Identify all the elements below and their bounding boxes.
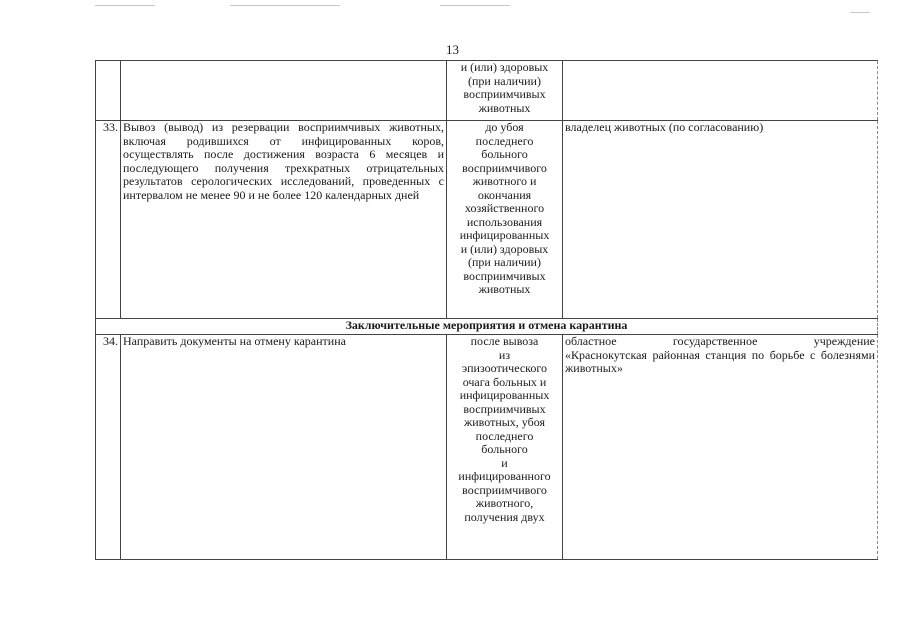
responsible-line: областное государственное учреждение <box>565 334 875 348</box>
term-line: восприимчивых <box>463 401 546 416</box>
term-line: последнего <box>475 133 534 148</box>
table-row <box>96 121 878 319</box>
scan-artifact <box>440 5 510 6</box>
page-number: 13 <box>446 42 459 57</box>
term-line: и <box>501 455 508 470</box>
measures-table <box>95 60 878 560</box>
term-line: (при наличии) <box>468 73 541 88</box>
term-line: инфицированных <box>459 228 550 242</box>
term-line: животных <box>478 100 531 115</box>
term-cell <box>447 121 563 319</box>
responsible-cell <box>563 335 878 560</box>
term-cell <box>447 335 563 560</box>
term-line: животных <box>478 282 531 296</box>
section-title: Заключительные мероприятия и отмена карантина <box>96 319 878 335</box>
term-line: инфицированного <box>458 469 551 483</box>
term-line: последнего <box>475 428 534 443</box>
row-number-cell <box>96 61 121 121</box>
term-line: животного, <box>475 496 534 510</box>
term-line: использования <box>466 214 543 229</box>
term-line: больного <box>481 442 528 456</box>
term-line: из <box>498 347 511 362</box>
measure-cell <box>121 61 447 121</box>
scan-artifact <box>850 12 870 13</box>
scan-artifact <box>95 5 155 6</box>
term-cell <box>447 61 563 121</box>
term-line: и (или) здоровых <box>460 241 549 256</box>
term-line: после вывоза <box>470 334 539 348</box>
responsible-text: владелец животных (по согласованию) <box>563 121 878 319</box>
responsible-text: «Краснокутская районная станция по борьбе с болезнями животных» <box>565 347 875 375</box>
term-line: восприимчивого <box>462 160 547 175</box>
term-line: животных, убоя <box>463 415 546 429</box>
term-line: и (или) здоровых <box>460 60 549 74</box>
term-line: инфицированных <box>459 388 550 402</box>
term-line: животного и <box>472 174 537 188</box>
term-line: до убоя <box>485 120 524 134</box>
section-header-row <box>96 319 878 335</box>
measure-text: Направить документы на отмену карантина <box>121 335 447 560</box>
term-line: восприимчивых <box>463 87 546 101</box>
responsible-cell <box>563 61 878 121</box>
term-line: эпизоотического <box>461 361 547 375</box>
scan-artifact <box>230 5 340 6</box>
term-line: получения двух <box>464 509 545 524</box>
table-row-continued <box>96 61 878 121</box>
measure-text: Вывоз (вывод) из резервации восприимчивых животных, включая родившихся от инфицированных коров, осуществлять после достижения возраста 6 месяцев и последующего получения трехкратных отрицательных результатов серологических исследований, проведенных с интервалом не менее 90 и не более 120 календарных дней <box>121 121 447 319</box>
term-line: восприимчивого <box>462 482 547 497</box>
term-line: очага больных и <box>462 374 547 389</box>
term-line: хозяйственного <box>464 201 545 215</box>
term-line: больного <box>481 147 528 161</box>
table-row <box>96 335 878 560</box>
row-number: 33. <box>96 121 121 319</box>
term-line: восприимчивых <box>463 268 546 283</box>
row-number: 34. <box>96 335 121 560</box>
term-line: (при наличии) <box>468 255 541 269</box>
term-line: окончания <box>477 187 532 202</box>
